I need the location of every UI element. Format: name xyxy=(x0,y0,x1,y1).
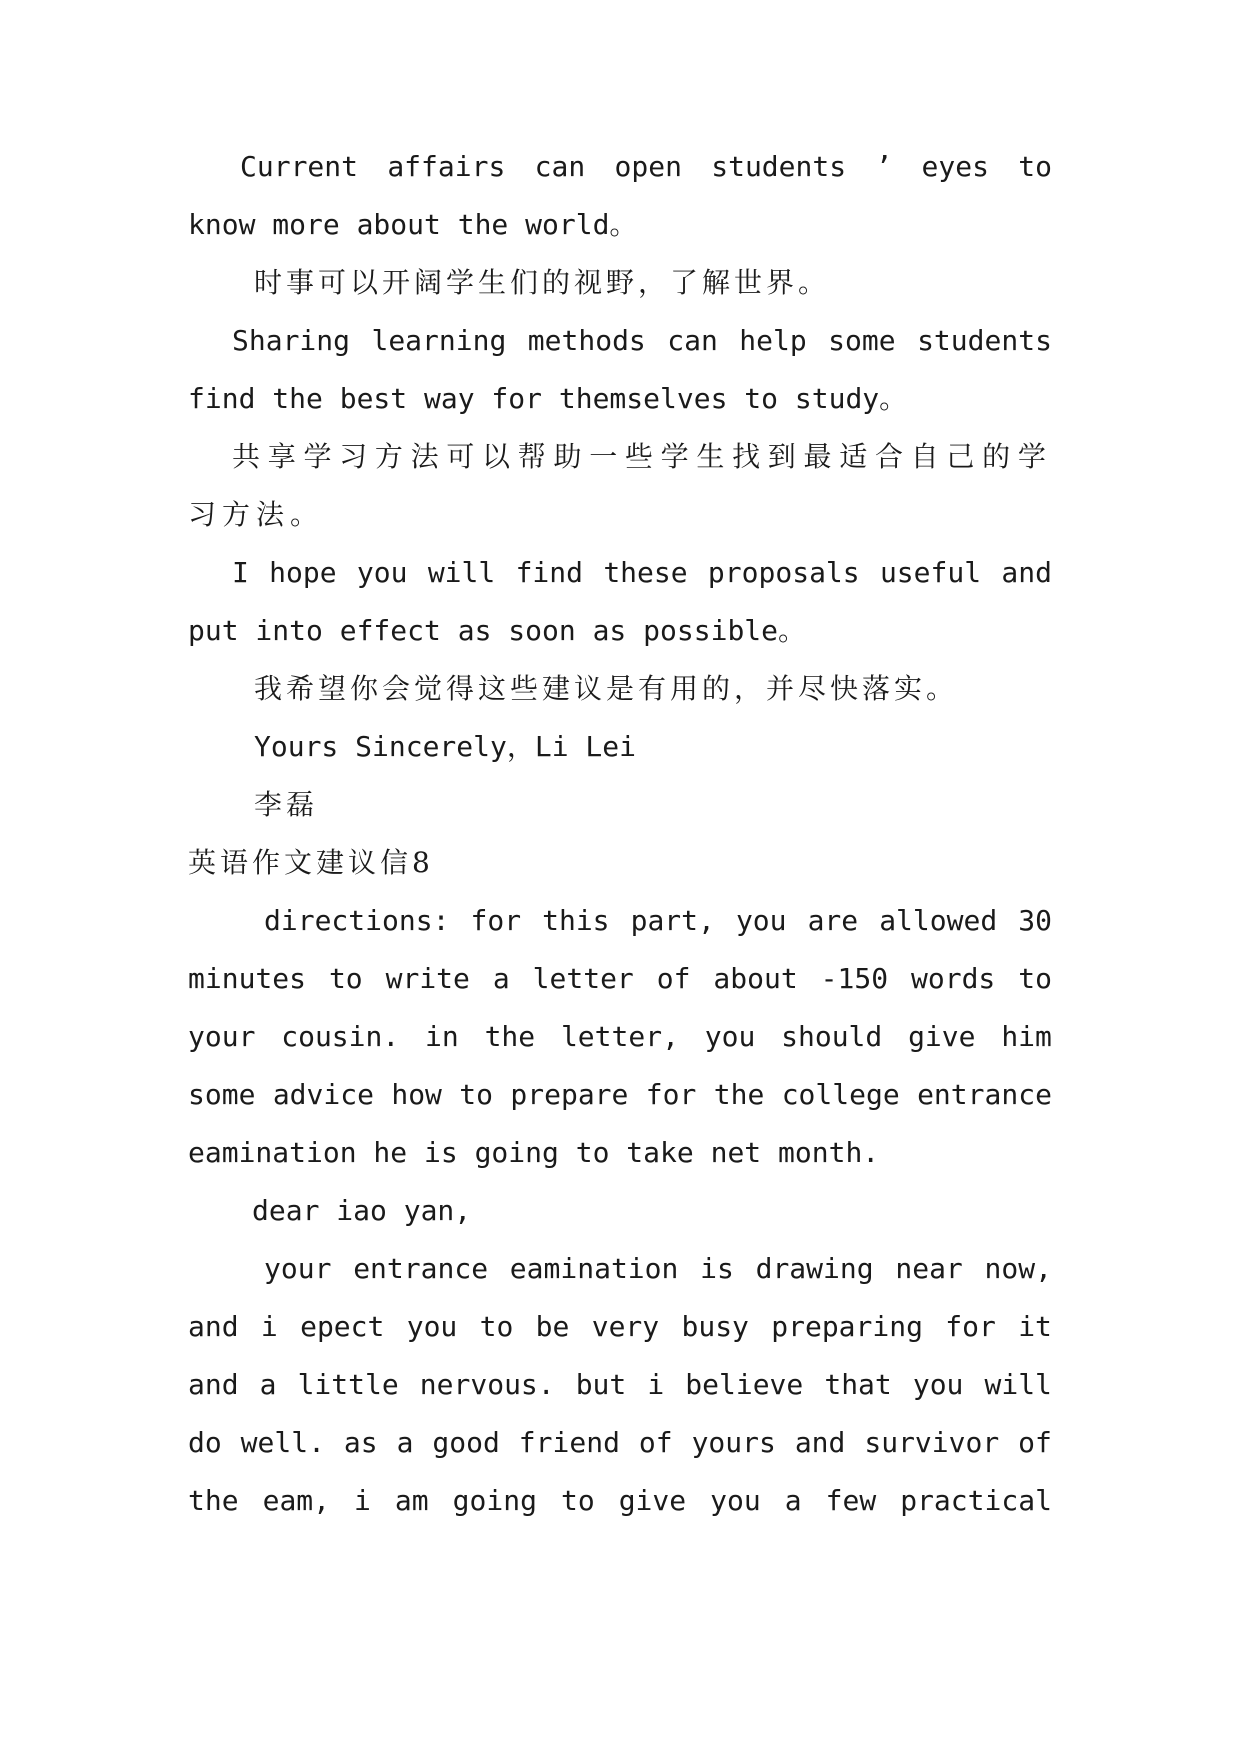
text-line xyxy=(188,1298,1052,1356)
word: as xyxy=(343,1426,378,1459)
glyph: 合 xyxy=(874,440,909,473)
word: you xyxy=(356,556,408,589)
signature-name: 李磊 xyxy=(254,788,319,821)
line-text: eamination he is going to take net month. xyxy=(188,1136,880,1169)
word: and xyxy=(794,1426,846,1459)
text-line xyxy=(188,1414,1052,1472)
word: for xyxy=(470,904,522,937)
word: it xyxy=(1018,1310,1052,1343)
word: well. xyxy=(240,1426,325,1459)
document-body xyxy=(188,138,1052,1530)
word: yours xyxy=(691,1426,776,1459)
word: epect xyxy=(300,1310,385,1343)
word: letter, xyxy=(560,1020,679,1053)
word: should xyxy=(781,1020,883,1053)
glyph: 一 xyxy=(589,440,624,473)
word: drawing xyxy=(755,1252,874,1285)
word: the xyxy=(713,1078,765,1111)
word: good xyxy=(432,1426,500,1459)
word: the xyxy=(188,1484,239,1517)
text-line xyxy=(188,1182,1052,1240)
word: of xyxy=(656,962,691,995)
word: to xyxy=(1018,150,1052,183)
word: that xyxy=(824,1368,892,1401)
line-text xyxy=(232,428,1052,486)
word: cousin. xyxy=(281,1020,400,1053)
word: a xyxy=(784,1484,802,1517)
word: entrance xyxy=(353,1252,489,1285)
word: prepare xyxy=(510,1078,629,1111)
word: a xyxy=(492,962,510,995)
word: proposals xyxy=(707,556,860,589)
word: in xyxy=(425,1020,459,1053)
glyph: 可 xyxy=(446,440,481,473)
glyph: 学 xyxy=(660,440,695,473)
word: nervous. xyxy=(419,1368,555,1401)
word: Current xyxy=(240,150,359,183)
text-line xyxy=(188,428,1052,486)
word: busy xyxy=(681,1310,749,1343)
glyph: 自 xyxy=(910,440,945,473)
word: hope xyxy=(269,556,337,589)
word: the xyxy=(484,1020,536,1053)
word: practical xyxy=(900,1484,1052,1517)
word: eamination xyxy=(509,1252,679,1285)
section-heading: 英语作文建议信8 xyxy=(188,846,434,879)
text-line xyxy=(188,1008,1052,1066)
text-line xyxy=(188,834,1052,892)
word: little xyxy=(297,1368,399,1401)
word: to xyxy=(459,1078,494,1111)
word: methods xyxy=(527,324,646,357)
word: ’ xyxy=(875,150,893,183)
word: to xyxy=(328,962,363,995)
word: you xyxy=(735,904,787,937)
glyph: 学 xyxy=(1017,440,1052,473)
word: you xyxy=(406,1310,458,1343)
word: find xyxy=(515,556,583,589)
text-line xyxy=(188,486,1052,544)
word: and xyxy=(1001,556,1052,589)
glyph: 己 xyxy=(946,440,981,473)
word: preparing xyxy=(771,1310,923,1343)
word: part, xyxy=(630,904,715,937)
word: 30 xyxy=(1018,904,1052,937)
word: near xyxy=(895,1252,963,1285)
word: a xyxy=(259,1368,277,1401)
word: i xyxy=(354,1484,371,1517)
word: open xyxy=(614,150,682,183)
word: write xyxy=(385,962,470,995)
text-line xyxy=(188,892,1052,950)
word: and xyxy=(188,1310,239,1343)
word: believe xyxy=(685,1368,804,1401)
glyph: 助 xyxy=(553,440,588,473)
text-line xyxy=(188,776,1052,834)
text-line xyxy=(188,370,1052,428)
closing-line: Yours Sincerely，Li Lei xyxy=(254,730,637,763)
text-line xyxy=(188,1124,1052,1182)
word: Sharing xyxy=(232,324,351,357)
glyph: 共 xyxy=(232,440,267,473)
word: you xyxy=(710,1484,761,1517)
word: is xyxy=(700,1252,734,1285)
word: you xyxy=(704,1020,756,1053)
word: him xyxy=(1001,1020,1052,1053)
text-line xyxy=(188,950,1052,1008)
word: friend xyxy=(518,1426,620,1459)
word: but xyxy=(575,1368,627,1401)
word: be xyxy=(535,1310,570,1343)
word: -150 xyxy=(820,962,889,995)
text-line xyxy=(188,1240,1052,1298)
word: give xyxy=(618,1484,687,1517)
glyph: 法 xyxy=(410,440,445,473)
glyph: 找 xyxy=(732,440,767,473)
word: advice xyxy=(272,1078,374,1111)
word: to xyxy=(1018,962,1052,995)
word: and xyxy=(188,1368,239,1401)
word: this xyxy=(542,904,610,937)
word: words xyxy=(911,962,996,995)
word: can xyxy=(534,150,586,183)
glyph: 以 xyxy=(482,440,517,473)
word: some xyxy=(828,324,896,357)
word: allowed xyxy=(879,904,998,937)
line-text: 我希望你会觉得这些建议是有用的，并尽快落实。 xyxy=(254,672,959,705)
word: i xyxy=(260,1310,278,1343)
text-line xyxy=(188,660,1052,718)
word: do xyxy=(188,1426,222,1459)
line-text: find the best way for themselves to study。 xyxy=(188,382,908,415)
word: to xyxy=(479,1310,514,1343)
word: students xyxy=(711,150,847,183)
word: affairs xyxy=(387,150,506,183)
word: you xyxy=(912,1368,964,1401)
glyph: 方 xyxy=(374,440,409,473)
text-line xyxy=(188,312,1052,370)
word: learning xyxy=(371,324,507,357)
word: eyes xyxy=(921,150,989,183)
text-line xyxy=(188,138,1052,196)
line-text: 时事可以开阔学生们的视野，了解世界。 xyxy=(254,266,831,299)
word: will xyxy=(427,556,496,589)
text-line xyxy=(188,602,1052,660)
word: help xyxy=(739,324,807,357)
word: directions: xyxy=(264,904,450,937)
glyph: 适 xyxy=(839,440,874,473)
word: letter xyxy=(532,962,634,995)
glyph: 生 xyxy=(696,440,731,473)
word: am xyxy=(394,1484,429,1517)
text-line xyxy=(188,196,1052,254)
text-line xyxy=(188,1472,1052,1530)
word: students xyxy=(917,324,1052,357)
word: few xyxy=(825,1484,877,1517)
word: entrance xyxy=(917,1078,1052,1111)
word: give xyxy=(908,1020,976,1053)
line-text: put into effect as soon as possible。 xyxy=(188,614,807,647)
word: a xyxy=(396,1426,414,1459)
word: survivor xyxy=(864,1426,1000,1459)
word: minutes xyxy=(188,962,307,995)
word: I xyxy=(232,556,249,589)
glyph: 学 xyxy=(303,440,338,473)
glyph: 最 xyxy=(803,440,838,473)
word: going xyxy=(452,1484,537,1517)
word: of xyxy=(1018,1426,1052,1459)
text-line xyxy=(188,544,1052,602)
glyph: 到 xyxy=(767,440,802,473)
word: these xyxy=(603,556,688,589)
word: your xyxy=(188,1020,256,1053)
word: some xyxy=(188,1078,256,1111)
word: can xyxy=(667,324,718,357)
text-line xyxy=(188,1066,1052,1124)
word: useful xyxy=(879,556,982,589)
word: will xyxy=(984,1368,1052,1401)
word: very xyxy=(591,1310,660,1343)
word: i xyxy=(647,1368,665,1401)
word: for xyxy=(645,1078,697,1111)
glyph: 帮 xyxy=(517,440,552,473)
glyph: 习 xyxy=(339,440,374,473)
word: to xyxy=(560,1484,595,1517)
text-line xyxy=(188,254,1052,312)
word: of xyxy=(638,1426,673,1459)
salutation: dear iao yan, xyxy=(252,1194,472,1227)
line-text: 习方法。 xyxy=(188,498,325,531)
word: eam, xyxy=(262,1484,331,1517)
word: now, xyxy=(984,1252,1052,1285)
text-line xyxy=(188,718,1052,776)
glyph: 享 xyxy=(267,440,302,473)
word: for xyxy=(945,1310,996,1343)
glyph: 些 xyxy=(624,440,659,473)
text-line xyxy=(188,1356,1052,1414)
word: college xyxy=(781,1078,900,1111)
word: are xyxy=(807,904,859,937)
word: how xyxy=(391,1078,442,1111)
glyph: 的 xyxy=(982,440,1017,473)
word: about xyxy=(713,962,798,995)
line-text: know more about the world。 xyxy=(188,208,638,241)
word: your xyxy=(264,1252,332,1285)
